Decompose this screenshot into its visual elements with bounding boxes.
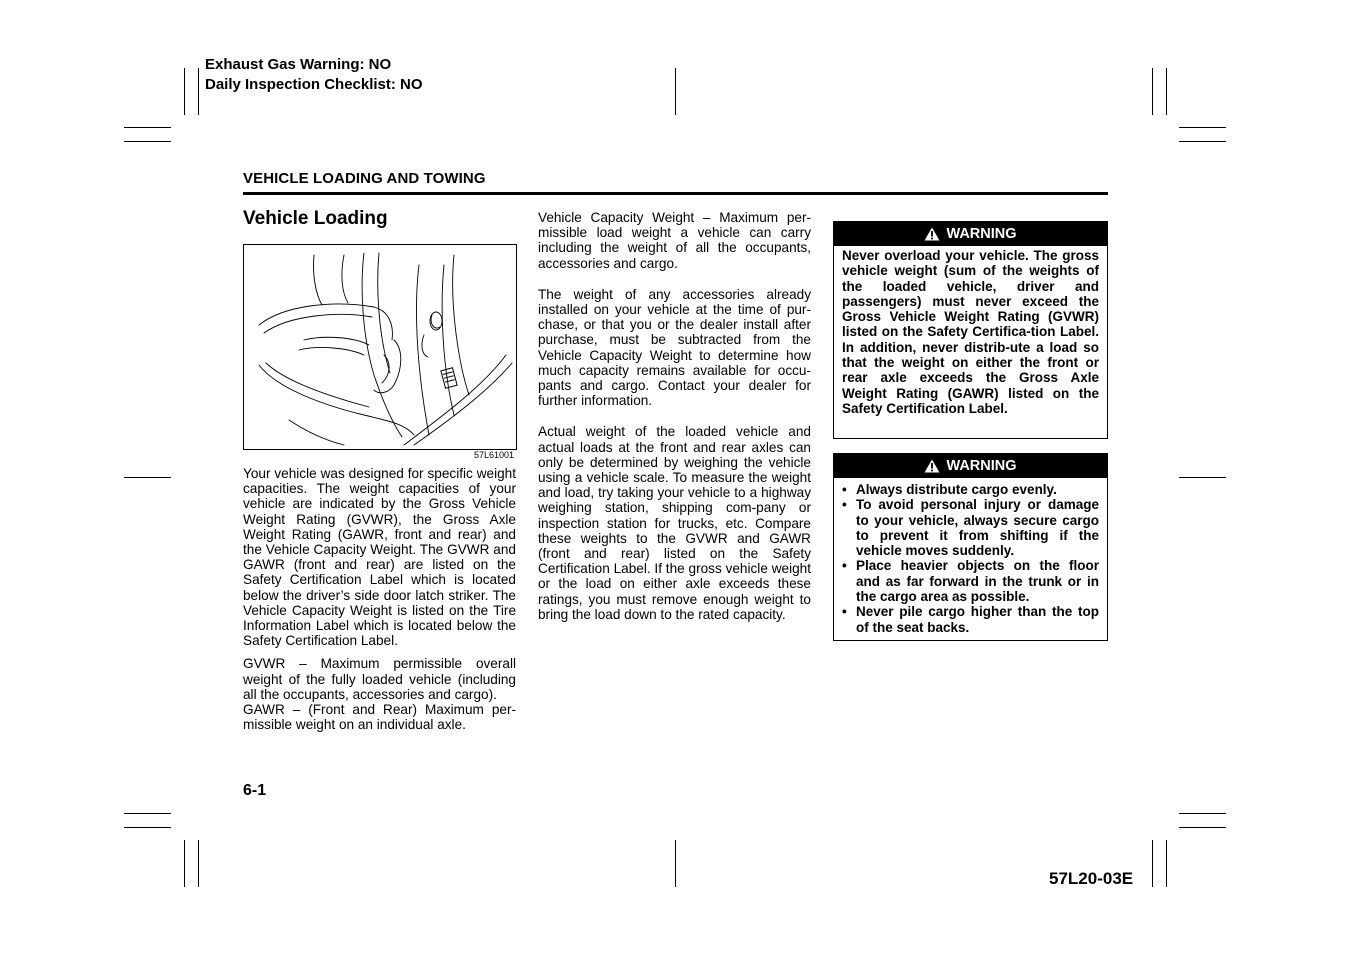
seat-door-latch-illustration [244, 245, 516, 449]
paragraph-vehicle-capacity-weight: Vehicle Capacity Weight – Maximum per-missible load weight a vehicle can carry including the weight of all the occupants, accessories and cargo. [538, 210, 811, 271]
paragraph-gvwr-definition: GVWR – Maximum permissible overall weight of the fully loaded vehicle (including all the occupants, accessories and cargo). [243, 656, 516, 702]
paragraph-weight-capacities: Your vehicle was designed for specific weight capacities. The weight capacities of your vehicle are indicated by the Gross Vehicle Weight Rating (GVWR), the Gross Axle Weight Rating (GAWR, front and rear) and the Vehicle Capacity Weight. The GVWR and GAWR (front and rear) are listed on the Safety Certification Label which is located below the driver’s side door latch striker. The Vehicle Capacity Weight is listed on the Tire Information Label which is located below the Safety Certification Label. [243, 466, 516, 649]
warning-box-cargo [833, 453, 1108, 641]
list-item: • Place heavier objects on the floor and as far forward in the trunk or in the cargo area as possible. [842, 558, 1099, 604]
header-note-exhaust: Exhaust Gas Warning: NO [205, 56, 392, 73]
warning-header [834, 222, 1107, 246]
warning-label: WARNING [946, 458, 1017, 474]
warning-header [834, 454, 1107, 478]
warning-box-overload [833, 221, 1108, 439]
warning-text-overload: Never overload your vehicle. The gross vehicle weight (sum of the weights of the loaded vehicle, driver and passengers) must never exceed the Gross Vehicle Weight Rating (GVWR) listed on the Safety Certifica-tion Label. In addition, never distrib-ute a load so that the weight on either the front or rear axle exceeds the Gross Axle Weight Rating (GAWR) listed on the Safety Certification Label. [842, 248, 1099, 416]
list-item: • Never pile cargo higher than the top of the seat backs. [842, 604, 1099, 635]
page-heading: Vehicle Loading [243, 208, 388, 229]
paragraph-gawr-definition: GAWR – (Front and Rear) Maximum per-missible weight on an individual axle. [243, 702, 516, 733]
warning-list-cargo [842, 482, 1099, 635]
warning-triangle-icon [924, 227, 940, 241]
figure-frame [243, 244, 517, 450]
figure-code: 57L61001 [474, 450, 515, 460]
section-title: VEHICLE LOADING AND TOWING [243, 170, 486, 187]
list-item: • Always distribute cargo evenly. [842, 482, 1099, 497]
warning-triangle-icon [924, 459, 940, 473]
list-item: • To avoid personal injury or damage to your vehicle, always secure cargo to prevent it from shifting if the vehicle moves suddenly. [842, 497, 1099, 558]
warning-label: WARNING [946, 226, 1017, 242]
paragraph-accessories: The weight of any accessories already installed on your vehicle at the time of pur-chase, or that you or the dealer install after purchase, must be subtracted from the Vehicle Capacity Weight to determine how much capacity remains available for occu-pants and cargo. Contact your dealer for further information. [538, 286, 811, 409]
document-code: 57L20-03E [1049, 869, 1134, 888]
column-2 [538, 210, 811, 622]
section-rule [243, 192, 1108, 195]
header-note-inspection: Daily Inspection Checklist: NO [205, 76, 423, 93]
paragraph-actual-weight: Actual weight of the loaded vehicle and actual loads at the front and rear axles can only be determined by weighing the vehicle using a vehicle scale. To measure the weight and load, try taking your vehicle to a highway weighing station, shipping com-pany or inspection station for trucks, etc. Compare these weights to the GVWR and GAWR (front and rear) listed on the Safety Certification Label. If the gross vehicle weight or the load on either axle exceeds these ratings, you must remove enough weight to bring the load down to the rated capacity. [538, 424, 811, 622]
column-1 [243, 466, 516, 732]
page-number: 6-1 [243, 782, 267, 799]
